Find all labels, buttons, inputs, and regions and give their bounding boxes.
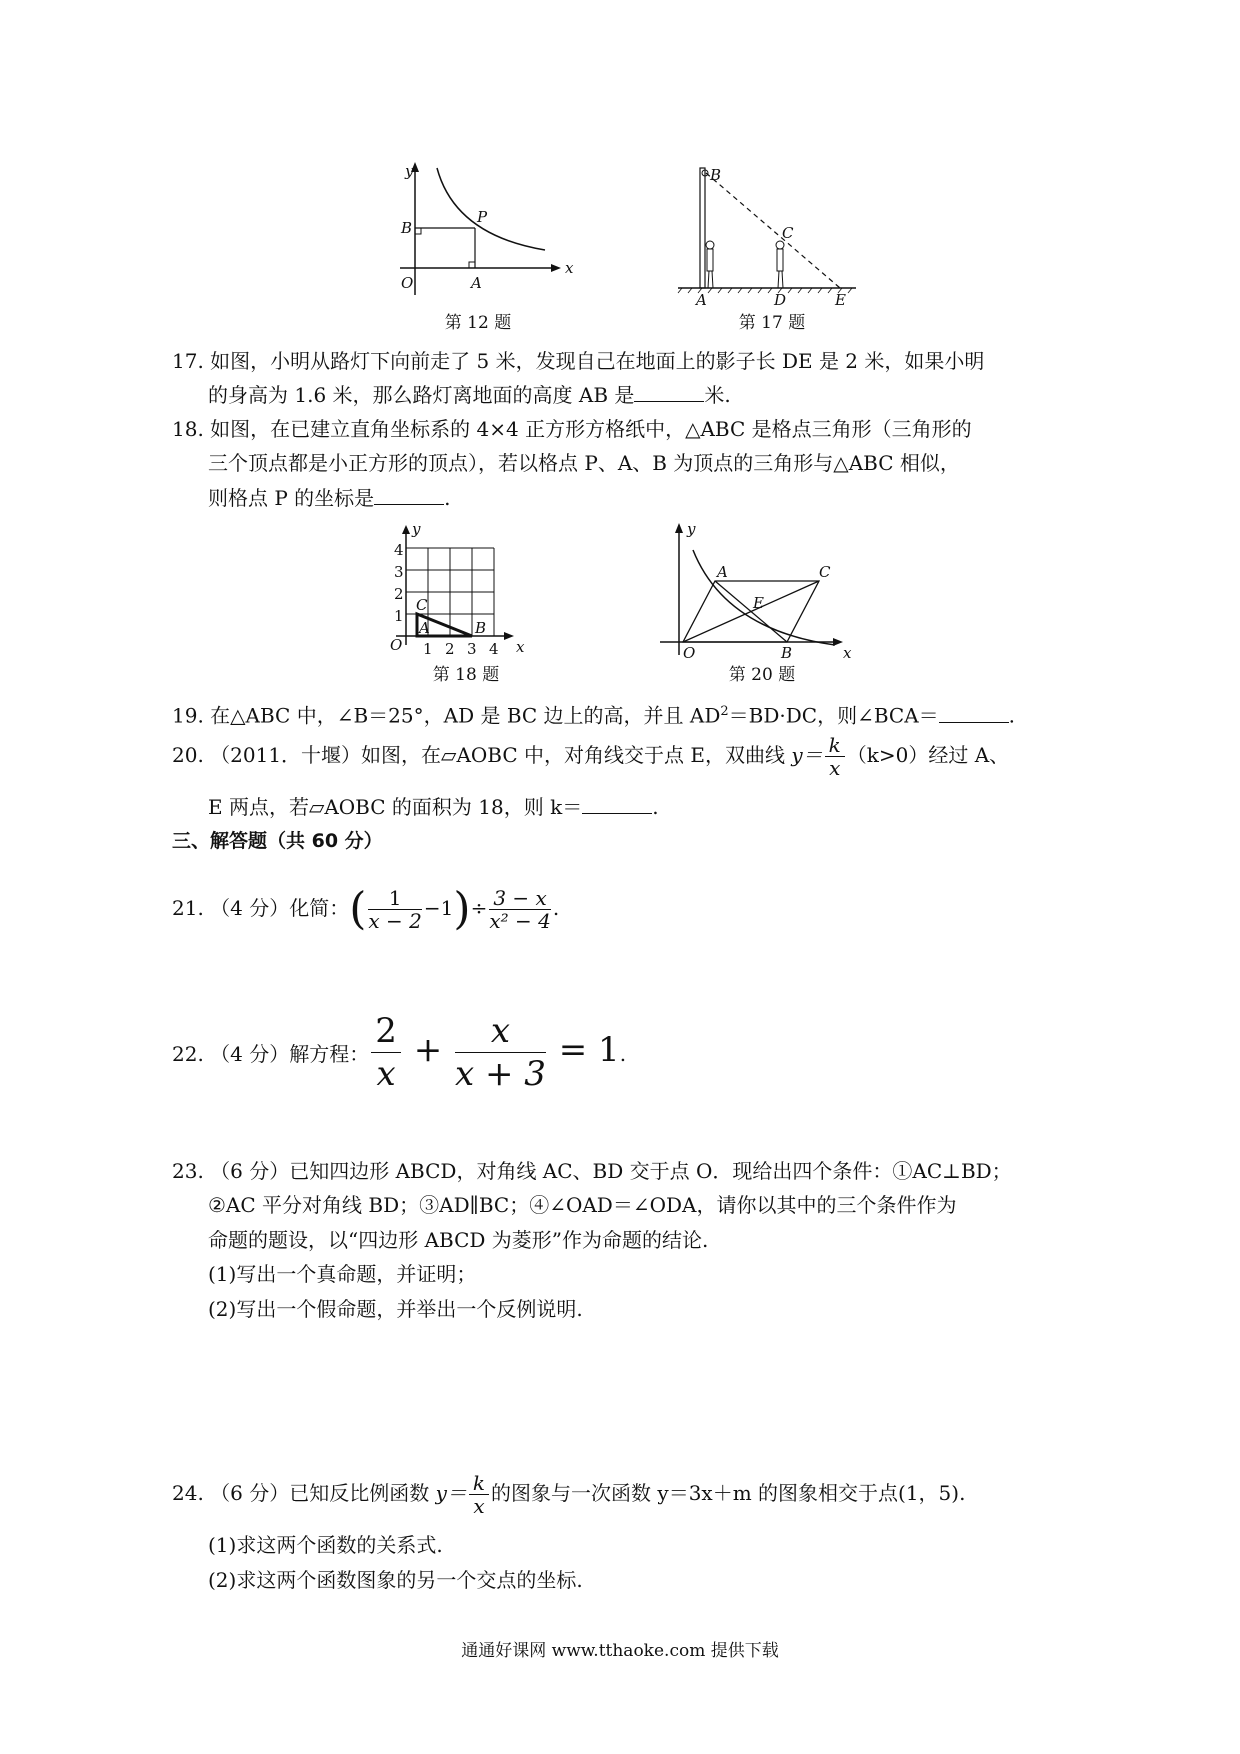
q19-text: 19. 在△ABC 中，∠B＝25°，AD 是 BC 边上的高，并且 AD xyxy=(172,703,721,728)
svg-text:2: 2 xyxy=(394,585,404,603)
label-a: A xyxy=(717,563,728,581)
q20-denominator: x xyxy=(829,756,841,780)
label-o: O xyxy=(390,636,403,654)
label-y: y xyxy=(405,162,414,180)
q22-rhs: = 1 xyxy=(558,1030,620,1070)
answer-blank xyxy=(939,704,1009,723)
q18-line3-text: 则格点 P 的坐标是 xyxy=(208,486,375,510)
q20-fraction xyxy=(825,734,845,779)
q24-line3: (2)求这两个函数图象的另一个交点的坐标. xyxy=(208,1568,583,1592)
q24-fraction xyxy=(469,1472,489,1517)
q23-line1: 23. （6 分）已知四边形 ABCD，对角线 AC、BD 交于点 O．现给出四个条件：①AC⊥BD； xyxy=(172,1159,1012,1183)
q24-denominator: x xyxy=(473,1494,485,1518)
q19-end: . xyxy=(1008,703,1016,728)
label-c: C xyxy=(416,596,428,614)
figure-q17 xyxy=(678,160,868,309)
label-e: E xyxy=(753,594,764,612)
label-p: P xyxy=(477,208,488,226)
q22-line xyxy=(172,1000,626,1104)
q22-f2-denominator: x + 3 xyxy=(455,1053,546,1094)
q22-fraction-2 xyxy=(455,1010,546,1095)
figure-q18 xyxy=(378,520,538,660)
q21-f2-denominator: x² − 4 xyxy=(489,909,551,933)
parallelogram-hyperbola-diagram-q20 xyxy=(655,520,855,660)
q20-numerator: k xyxy=(825,734,845,757)
q23-line3: 命题的题设，以“四边形 ABCD 为菱形”作为命题的结论. xyxy=(208,1228,709,1252)
q20-line1 xyxy=(172,732,1009,779)
q22-equation xyxy=(369,1010,620,1094)
q18-line3 xyxy=(208,483,451,513)
q18-line3-end: . xyxy=(444,486,451,510)
q22-f1-denominator: x xyxy=(376,1053,396,1094)
caption-q18: 第 18 题 xyxy=(432,665,500,685)
label-b: B xyxy=(475,619,487,637)
label-c: C xyxy=(819,563,831,581)
label-b: B xyxy=(781,644,793,662)
label-a: A xyxy=(419,619,430,637)
page-footer: 通通好课网 www.tthaoke.com 提供下载 xyxy=(461,1641,779,1661)
q19-text-middle: ＝BD·DC，则∠BCA＝ xyxy=(728,703,939,728)
label-o: O xyxy=(401,274,414,292)
q22-f1-numerator: 2 xyxy=(371,1010,401,1053)
q24-line2: (1)求这两个函数的关系式. xyxy=(208,1533,443,1557)
q18-line2: 三个顶点都是小正方形的顶点），若以格点 P、A、B 为顶点的三角形与△ABC 相似， xyxy=(208,451,960,475)
right-paren: ) xyxy=(453,883,471,935)
left-paren: ( xyxy=(349,883,367,935)
label-x: x xyxy=(565,259,574,277)
q21-end: . xyxy=(552,896,560,920)
q19-line xyxy=(172,697,1015,731)
hyperbola-diagram-q12 xyxy=(395,160,575,300)
caption-q20: 第 20 题 xyxy=(728,665,796,685)
q24-text: 24. （6 分）已知反比例函数 xyxy=(172,1481,436,1505)
q24-y-eq: y＝ xyxy=(435,1481,467,1505)
q23-line2: ②AC 平分对角线 BD；③AD∥BC；④∠OAD＝∠ODA，请你以其中的三个条件作为 xyxy=(208,1193,957,1217)
q21-division: ÷ xyxy=(470,896,488,920)
label-a: A xyxy=(696,291,707,309)
svg-text:3: 3 xyxy=(394,563,404,581)
q22-prefix: 22. （4 分）解方程： xyxy=(172,1042,370,1066)
label-a: A xyxy=(471,274,482,292)
q17-line1: 17. 如图，小明从路灯下向前走了 5 米，发现自己在地面上的影子长 DE 是 2 米，如果小明 xyxy=(172,349,985,373)
q21-fraction-1 xyxy=(368,887,421,932)
q20-line2-end: . xyxy=(652,795,659,819)
q20-text: 20. （2011．十堰）如图，在▱AOBC 中，对角线交于点 E，双曲线 xyxy=(172,743,792,767)
q21-minus-one: −1 xyxy=(423,896,454,920)
q21-fraction-2 xyxy=(489,887,551,932)
q24-text-after: 的图象与一次函数 y＝3x＋m 的图象相交于点(1，5). xyxy=(491,1481,966,1505)
q21-line xyxy=(172,878,559,940)
tick-4: 4 xyxy=(489,640,499,658)
label-y: y xyxy=(687,520,696,538)
answer-blank xyxy=(374,486,444,505)
q20-text-after: （k>0）经过 A、 xyxy=(846,743,1010,767)
q17-line2-text: 的身高为 1.6 米，那么路灯离地面的高度 AB 是 xyxy=(208,383,635,407)
q18-line1: 18. 如图，在已建立直角坐标系的 4×4 正方形方格纸中，△ABC 是格点三角形（三角形的 xyxy=(172,417,972,441)
q22-plus: + xyxy=(413,1030,443,1070)
q22-fraction-1 xyxy=(371,1010,401,1095)
q22-f2-numerator: x xyxy=(455,1010,546,1053)
label-x: x xyxy=(843,644,852,662)
label-d: D xyxy=(774,291,787,309)
caption-q12: 第 12 题 xyxy=(444,313,512,333)
label-c: C xyxy=(782,224,794,242)
q20-line2 xyxy=(208,792,659,822)
lamp-shadow-diagram-q17 xyxy=(678,160,868,309)
q23-line5: (2)写出一个假命题，并举出一个反例说明. xyxy=(208,1297,583,1321)
svg-text:1: 1 xyxy=(394,607,404,625)
label-b: B xyxy=(710,166,722,184)
q19-superscript: 2 xyxy=(720,704,729,719)
section-heading: 三、解答题（共 60 分） xyxy=(172,830,383,852)
answer-blank xyxy=(634,383,704,402)
q17-line2 xyxy=(208,380,731,410)
q22-end: . xyxy=(619,1042,627,1066)
q21-prefix: 21. （4 分）化简： xyxy=(172,896,350,920)
q21-f1-denominator: x − 2 xyxy=(368,909,422,933)
tick-1: 1 xyxy=(423,640,433,658)
q20-line2-text: E 两点，若▱AOBC 的面积为 18，则 k＝ xyxy=(208,795,583,819)
tick-3: 3 xyxy=(467,640,477,658)
label-x: x xyxy=(516,638,525,656)
answer-blank xyxy=(582,795,652,814)
tick-2: 2 xyxy=(445,640,455,658)
label-b: B xyxy=(401,219,413,237)
label-e: E xyxy=(835,291,846,309)
q23-line4: (1)写出一个真命题，并证明； xyxy=(208,1262,477,1286)
q17-line2-end: 米. xyxy=(704,383,731,407)
label-o: O xyxy=(683,644,696,662)
q24-line1 xyxy=(172,1470,965,1517)
grid-diagram-q18 xyxy=(378,520,538,660)
svg-text:4: 4 xyxy=(394,541,404,559)
q24-numerator: k xyxy=(469,1472,489,1495)
q21-f1-numerator: 1 xyxy=(368,887,421,910)
figure-q12 xyxy=(395,160,575,300)
figure-q20 xyxy=(655,520,855,660)
q21-f2-numerator: 3 − x xyxy=(489,887,551,910)
caption-q17: 第 17 题 xyxy=(738,313,806,333)
q20-y-eq: y＝ xyxy=(791,743,823,767)
label-y: y xyxy=(412,520,421,538)
